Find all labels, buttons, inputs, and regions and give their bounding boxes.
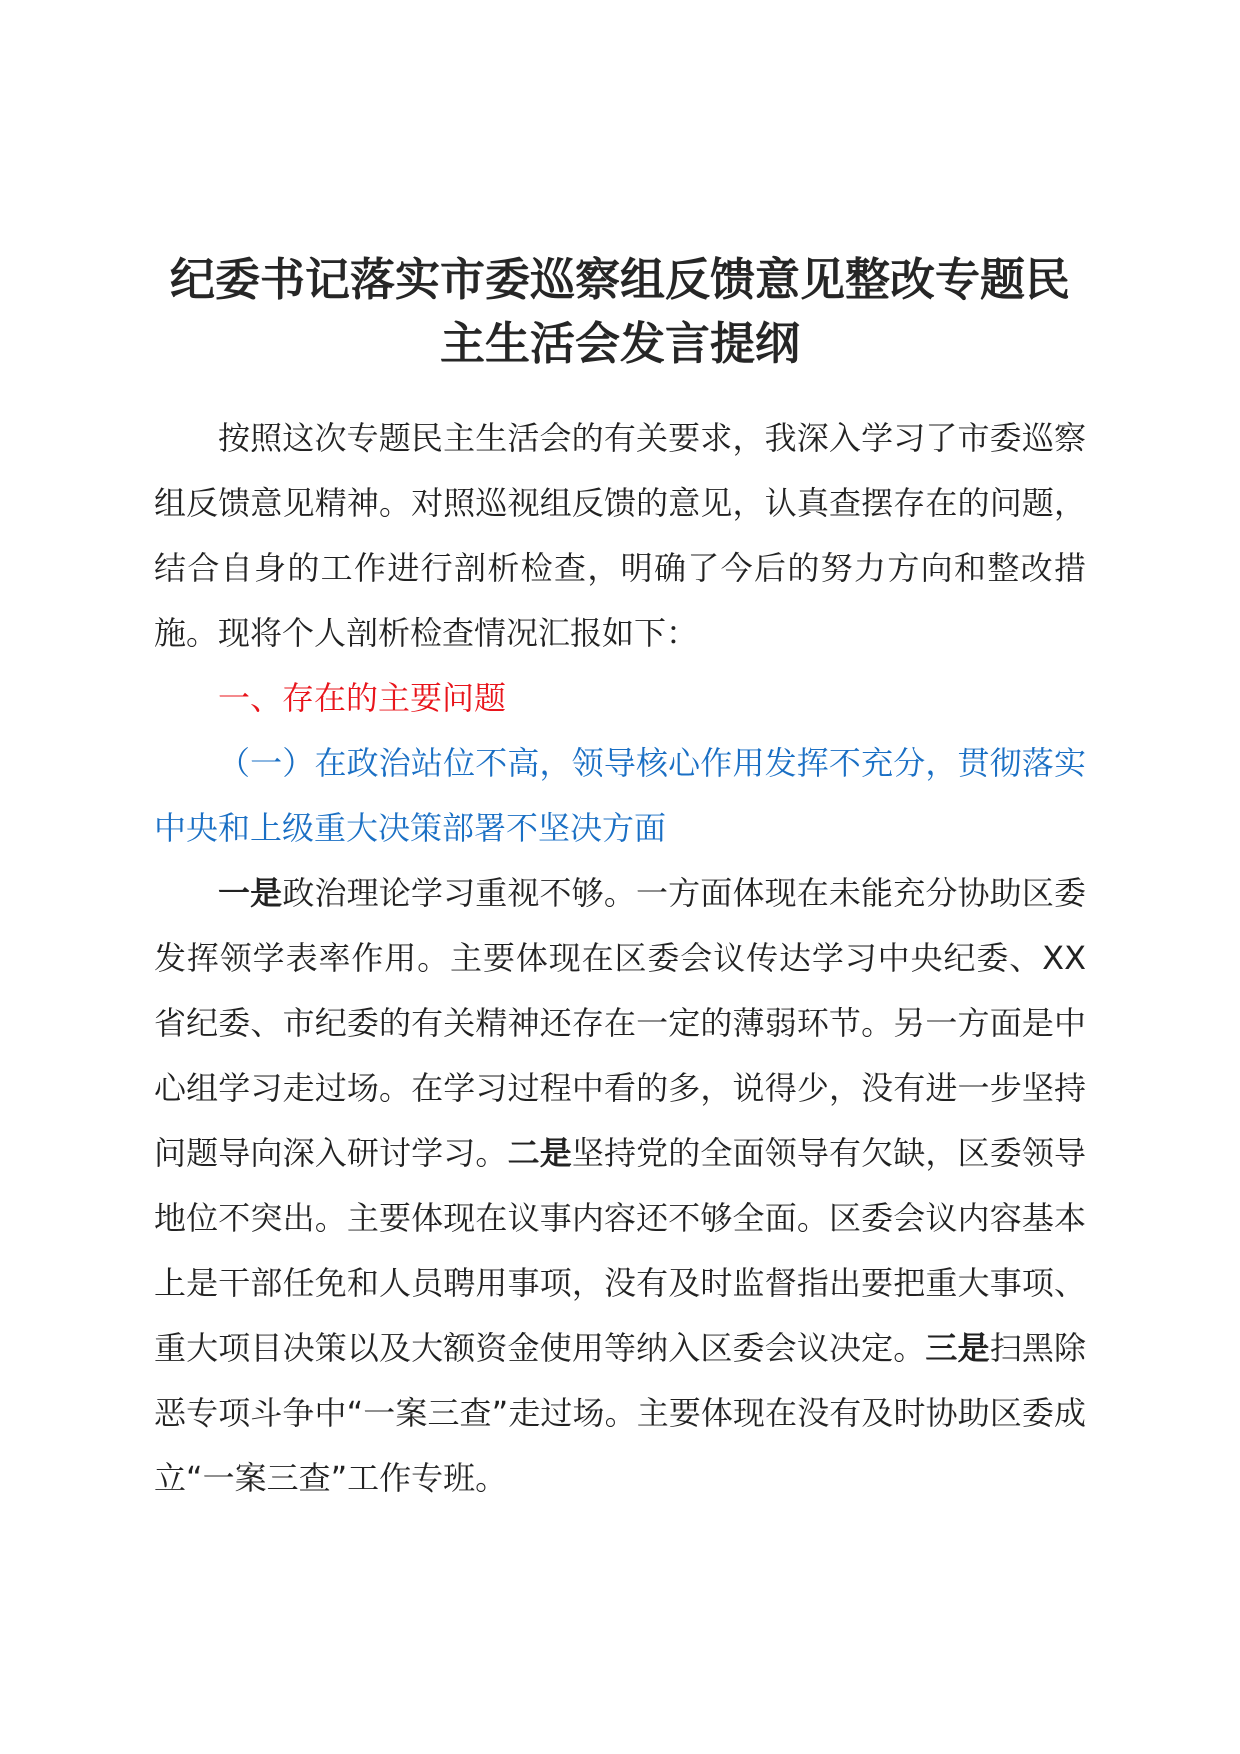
point-2-lead: 二是 <box>507 1134 572 1172</box>
document-title <box>154 248 1086 376</box>
point-3-lead: 三是 <box>925 1329 990 1367</box>
point-1-lead: 一是 <box>218 874 283 912</box>
intro-paragraph: 按照这次专题民主生活会的有关要求，我深入学习了市委巡察组反馈意见精神。对照巡视组反馈的意见，认真查摆存在的问题，结合自身的工作进行剖析检查，明确了今后的努力方向和整改措施。现将个人剖析检查情况汇报如下： <box>154 419 1086 652</box>
document-page <box>154 248 1086 1511</box>
title-line-2: 主生活会发言提纲 <box>439 317 800 370</box>
section-heading: 一、存在的主要问题 <box>218 679 507 717</box>
subsection-heading: （一）在政治站位不高，领导核心作用发挥不充分，贯彻落实中央和上级重大决策部署不坚决方面 <box>154 744 1086 847</box>
point-3-text: 扫黑除恶专项斗争中“一案三查”走过场。主要体现在没有及时协助区委成立“一案三查”工作专班。 <box>154 1329 1086 1497</box>
point-2-text: 坚持党的全面领导有欠缺，区委领导地位不突出。主要体现在议事内容还不够全面。区委会议内容基本上是干部任免和人员聘用事项，没有及时监督指出要把重大事项、重大项目决策以及大额资金使用等纳入区委会议决定。 <box>154 1134 1086 1367</box>
title-line-1: 纪委书记落实市委巡察组反馈意见整改专题民 <box>169 253 1070 306</box>
problems-paragraph <box>154 861 1086 1511</box>
document-body <box>154 406 1086 1511</box>
point-1-text: 政治理论学习重视不够。一方面体现在未能充分协助区委发挥领学表率作用。主要体现在区委会议传达学习中央纪委、XX 省纪委、市纪委的有关精神还存在一定的薄弱环节。另一方面是中心组学习走过场。在学习过程中看的多，说得少，没有进一步坚持问题导向深入研讨学习。 <box>154 874 1086 1172</box>
